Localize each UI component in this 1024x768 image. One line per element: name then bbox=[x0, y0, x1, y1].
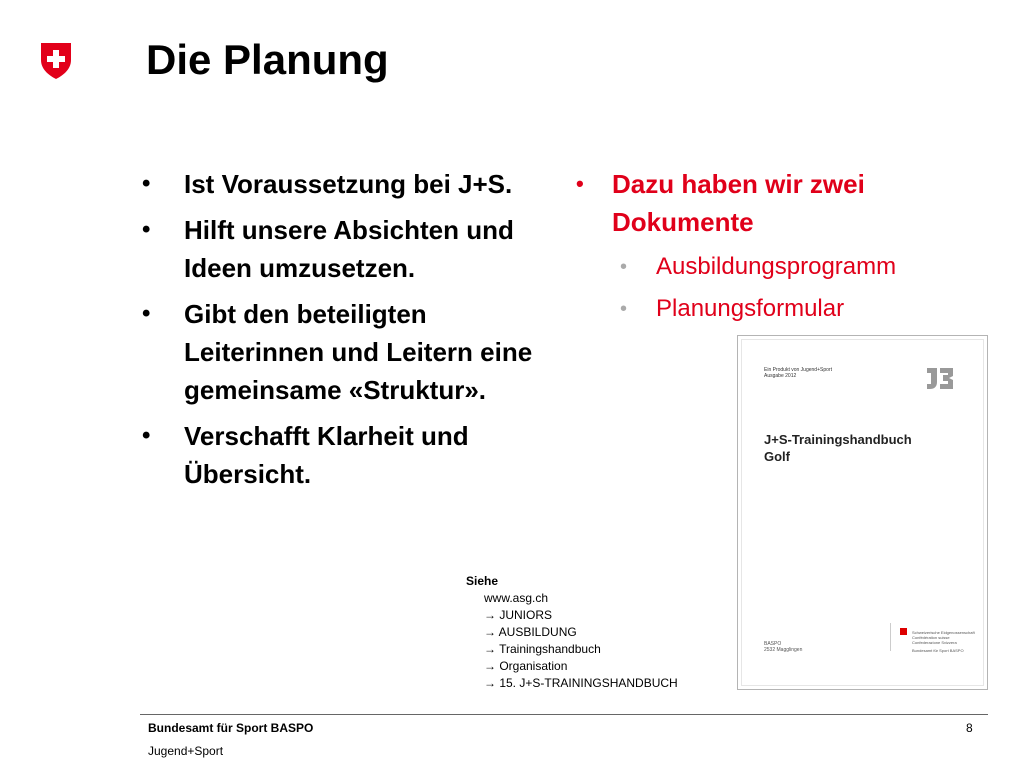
documents-sublist bbox=[616, 246, 896, 330]
footer-divider bbox=[140, 714, 988, 715]
cover-divider bbox=[890, 623, 891, 651]
note-step: → Trainingshandbuch bbox=[484, 642, 601, 656]
list-item: • Hilft unsere Absichten und Ideen umzusetzen. bbox=[140, 211, 550, 287]
note-step: → JUNIORS bbox=[484, 608, 553, 622]
bullet-icon: • bbox=[142, 300, 151, 327]
cover-footer-authority: Schweizerische Eidgenossenschaft Confédération suisse Confederazione Svizzera Bundesamt für Sport BASPO bbox=[912, 630, 975, 653]
bullet-icon: • bbox=[620, 256, 628, 278]
bullet-icon: • bbox=[142, 422, 151, 449]
cover-publisher-note: Ein Produkt von Jugend+Sport Ausgabe 2012 bbox=[764, 367, 832, 379]
swiss-crest-icon bbox=[900, 628, 907, 635]
page-title: Die Planung bbox=[146, 36, 389, 83]
list-item: • Planungsformular bbox=[616, 288, 896, 330]
cover-footer-address: BASPO 2532 Magglingen bbox=[764, 641, 803, 653]
bullet-icon: • bbox=[142, 170, 151, 197]
list-item: • Ausbildungsprogramm bbox=[616, 246, 896, 288]
cover-title: J+S-Trainingshandbuch Golf bbox=[764, 432, 912, 464]
footer-organization: Bundesamt für Sport BASPO bbox=[148, 721, 314, 735]
documents-heading: • Dazu haben wir zwei Dokumente bbox=[572, 165, 972, 241]
swiss-cross-shield-icon bbox=[40, 42, 72, 80]
reference-note bbox=[466, 573, 678, 692]
note-link[interactable]: www.asg.ch bbox=[484, 591, 549, 605]
trainingshandbuch-cover-image bbox=[737, 335, 988, 690]
note-step: → AUSBILDUNG bbox=[484, 625, 577, 639]
list-item: • Verschafft Klarheit und Übersicht. bbox=[140, 417, 550, 493]
list-item: • Ist Voraussetzung bei J+S. bbox=[140, 165, 550, 203]
bullet-icon: • bbox=[620, 298, 628, 320]
note-step: → Organisation bbox=[484, 659, 568, 673]
note-step: → 15. J+S-TRAININGSHANDBUCH bbox=[484, 676, 678, 690]
bullet-icon: • bbox=[576, 171, 584, 196]
list-item: • Gibt den beteiligten Leiterinnen und Leitern eine gemeinsame «Struktur». bbox=[140, 295, 550, 409]
bullet-icon: • bbox=[142, 216, 151, 243]
cover-frame bbox=[741, 339, 984, 686]
main-bullet-list bbox=[140, 165, 550, 501]
note-heading: Siehe bbox=[466, 574, 499, 588]
js-logo-icon bbox=[925, 365, 955, 391]
page-number: 8 bbox=[966, 721, 973, 735]
footer-program: Jugend+Sport bbox=[148, 744, 224, 758]
